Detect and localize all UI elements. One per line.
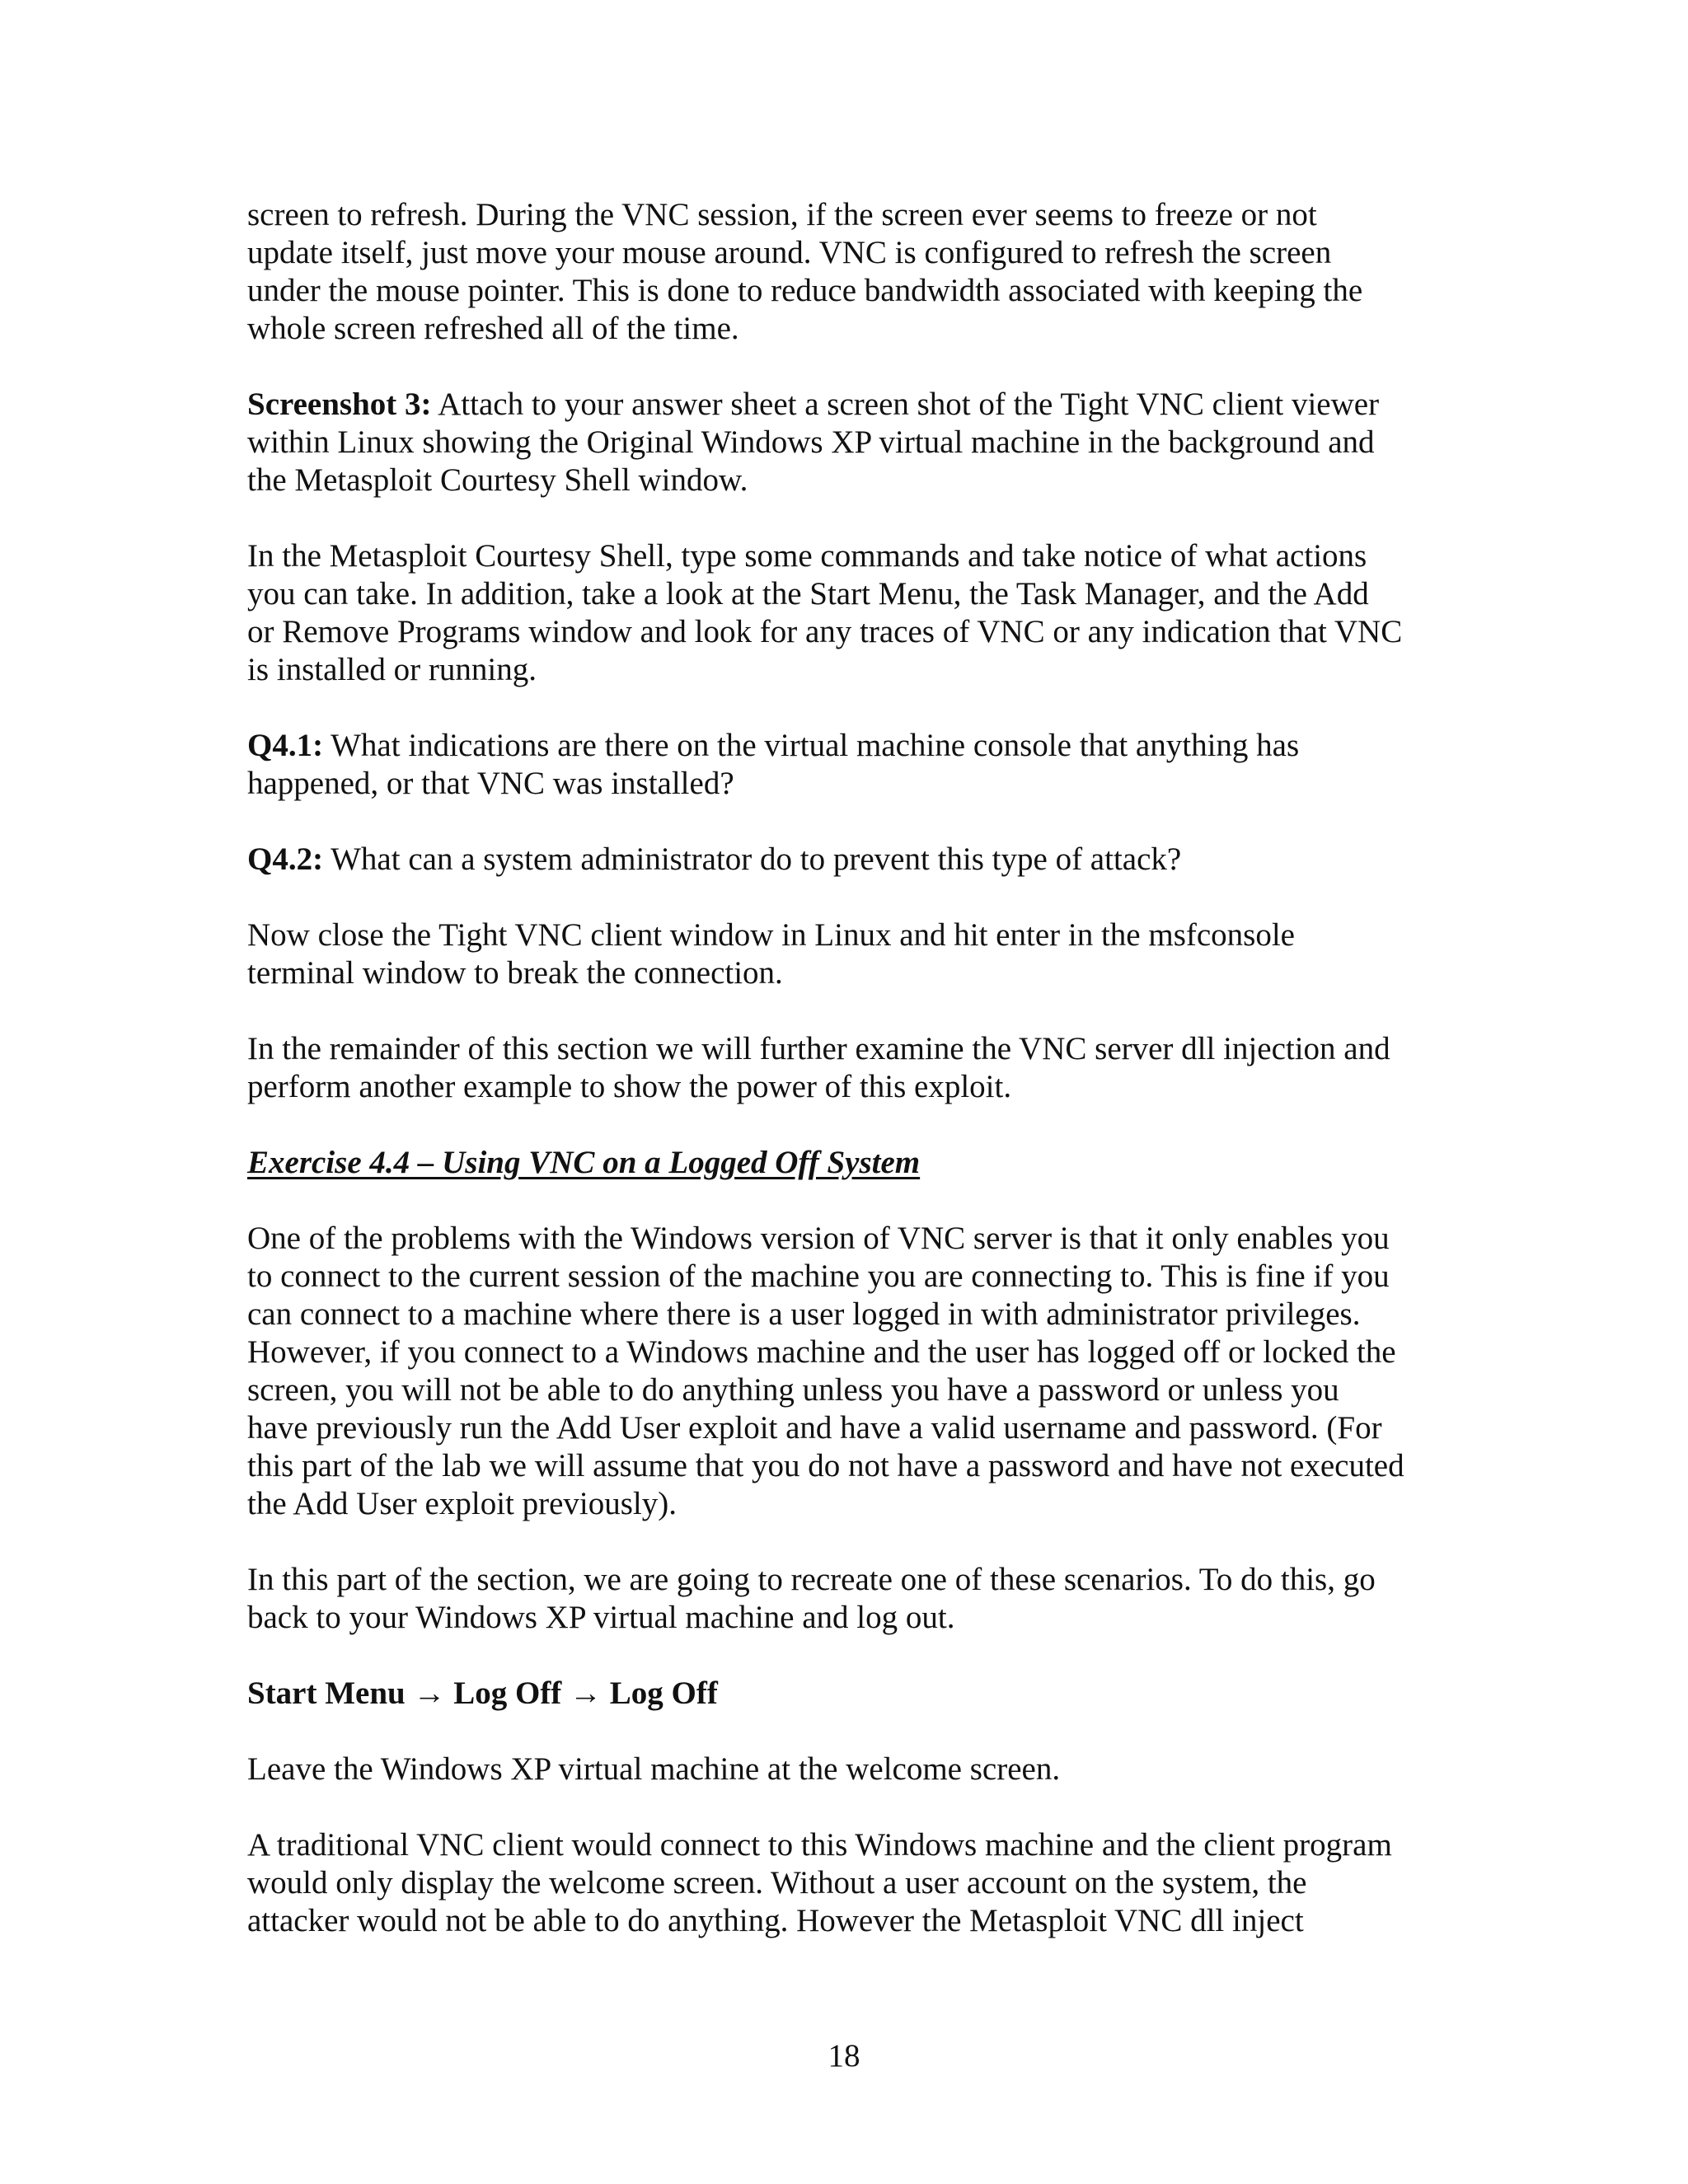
paragraph-remainder: In the remainder of this section we will further examine the VNC server dll injection and perform another example to show the power of this exploit. bbox=[247, 1031, 1390, 1104]
paragraph-traditional-client: A traditional VNC client would connect to this Windows machine and the client program would only display the welcome screen. Without a user account on the system, the attacker would not be able to do anything. However the Metasploit VNC dll inject bbox=[247, 1827, 1392, 1938]
paragraph-welcome-screen: Leave the Windows XP virtual machine at the welcome screen. bbox=[247, 1751, 1061, 1787]
paragraph-problems: One of the problems with the Windows version of VNC server is that it only enables you to connect to the current session of the machine you are connecting to. This is fine if you can connect to a machine where there is a user logged in with administrator privileges. However, if you connect to a Windows machine and the user has logged off or locked the screen, you will not be able to do anything unless you have a password or unless you have previously run the Add User exploit and have a valid username and password. (For this part of the lab we will assume that you do not have a password and have not executed the Add User exploit previously). bbox=[247, 1221, 1404, 1521]
question-4-2-text: What can a system administrator do to prevent this type of attack? bbox=[323, 841, 1182, 877]
question-4-1-text: What indications are there on the virtual machine console that anything has happened, or that VNC was installed? bbox=[247, 728, 1300, 801]
paragraph-refresh: screen to refresh. During the VNC session, if the screen ever seems to freeze or not update itself, just move your mouse around. VNC is configured to refresh the screen under the mouse pointer. This is done to reduce bandwidth associated with keeping the whole screen refreshed all of the time. bbox=[247, 197, 1363, 346]
question-4-2-label: Q4.2: bbox=[247, 841, 324, 877]
page-number: 18 bbox=[828, 2038, 860, 2074]
paragraph-recreate: In this part of the section, we are going to recreate one of these scenarios. To do this, go back to your Windows XP virtual machine and log out. bbox=[247, 1562, 1376, 1635]
screenshot-3-text: Attach to your answer sheet a screen shot of the Tight VNC client viewer within Linux showing the Original Windows XP virtual machine in the background and the Metasploit Courtesy Shell window. bbox=[247, 387, 1380, 498]
question-4-2 bbox=[247, 841, 1451, 879]
paragraph-screenshot-3 bbox=[247, 386, 1451, 499]
document-body bbox=[247, 196, 1451, 1940]
question-4-1 bbox=[247, 727, 1451, 803]
paragraph-courtesy-shell: In the Metasploit Courtesy Shell, type some commands and take notice of what actions you can take. In addition, take a look at the Start Menu, the Task Manager, and the Add or Remove Programs window and look for any traces of VNC or any indication that VNC is installed or running. bbox=[247, 538, 1403, 687]
exercise-heading: Exercise 4.4 – Using VNC on a Logged Off System bbox=[247, 1145, 921, 1180]
menu-path: Start Menu → Log Off → Log Off bbox=[247, 1675, 718, 1711]
paragraph-close-client: Now close the Tight VNC client window in Linux and hit enter in the msfconsole terminal window to break the connection. bbox=[247, 917, 1295, 991]
screenshot-3-label: Screenshot 3: bbox=[247, 387, 432, 422]
question-4-1-label: Q4.1: bbox=[247, 728, 324, 763]
